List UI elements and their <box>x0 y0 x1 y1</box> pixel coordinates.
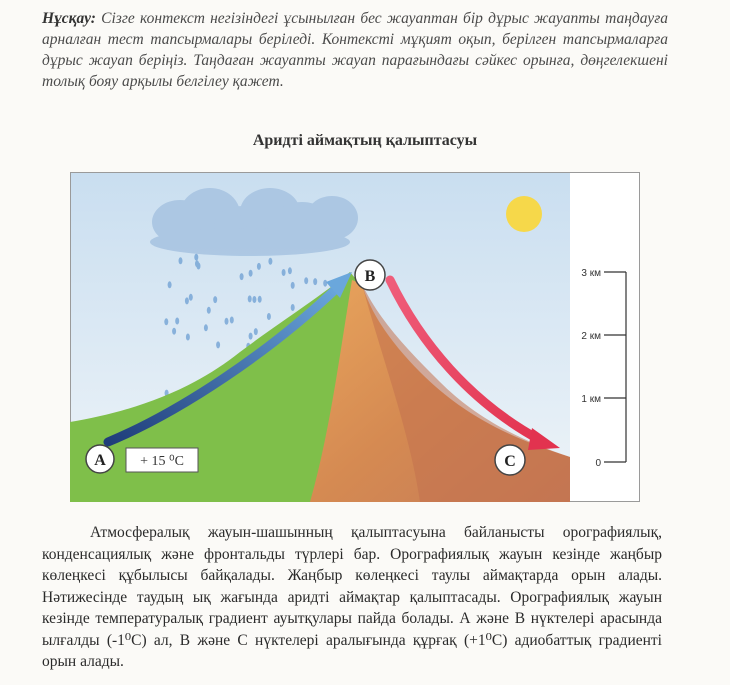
figure-title: Аридті аймақтың қалыптасуы <box>252 132 478 149</box>
scale-label-2km: 2 км <box>581 331 601 342</box>
rain-drop <box>164 318 168 325</box>
rain-drop <box>252 296 256 303</box>
rain-drop <box>194 254 198 261</box>
rain-drop <box>225 318 229 325</box>
rain-drop <box>257 263 261 270</box>
rain-drop <box>248 295 252 302</box>
rain-drop <box>172 328 176 335</box>
temperature-label: + 15 ⁰C <box>140 454 184 469</box>
sun-icon <box>506 196 542 232</box>
diagram-svg <box>70 172 640 502</box>
instruction-body: Сізге контекст негізіндегі ұсынылған бес жауаптан бір дұрыс жауапты таңдауға арналған тест тапсырмалары беріледі. Контексті мұқият оқып, берілген тапсырмаларға дұрыс жауап беріңіз. Таңдаған жауапты жауап парағындағы сәйкес орынға, дөңгелекшені толық бояу арқылы белгілеу қажет. <box>42 10 668 90</box>
rain-drop <box>207 307 211 314</box>
instruction-lead: Нұсқау: <box>42 10 96 27</box>
rain-drop <box>291 282 295 289</box>
rain-drop <box>288 267 292 274</box>
rain-drop <box>204 324 208 331</box>
point-b-label: B <box>364 268 376 285</box>
rain-drop <box>254 328 258 335</box>
rain-drop <box>168 281 172 288</box>
context-paragraph <box>42 522 662 673</box>
rain-drop <box>189 294 193 301</box>
rain-drop <box>213 296 217 303</box>
rain-drop <box>249 333 253 340</box>
rain-drop <box>268 258 272 265</box>
rain-drop <box>179 257 183 264</box>
rain-drop <box>313 278 317 285</box>
rain-drop <box>230 317 234 324</box>
point-a-label: A <box>94 452 106 469</box>
point-c-label: C <box>504 453 516 470</box>
rain-drop <box>291 304 295 311</box>
paragraph-text: Атмосфералық жауын-шашынның қалыптасуына байланысты орографиялық, конденсациялық және фронтальды түрлері бар. Орографиялық жауын кезінде жаңбыр көлеңкесі құбылысы байқалады. Жаңбыр көлеңкесі таулы аймақтарда орын алады. Нәтижесінде таудың ық жағында аридті аймақтар қалыптасады. Орографиялық жауын кезінде температуралық градиент ауытқулары пайда болады. А және В нүктелері арасында ылғалды (-1⁰С) ал, В және С нүктелері аралығында құрғақ (+1⁰С) адиобаттық градиенті орын алады. <box>42 524 662 670</box>
instruction-text <box>42 8 668 92</box>
rain-drop <box>175 318 179 325</box>
rain-drop <box>249 270 253 277</box>
rain-drop <box>304 277 308 284</box>
rain-drop <box>185 297 189 304</box>
rain-drop <box>258 296 262 303</box>
scale-label-3km: 3 км <box>581 268 601 279</box>
scale-label-1km: 1 км <box>581 394 601 405</box>
rain-drop <box>216 341 220 348</box>
rain-drop <box>186 334 190 341</box>
rain-drop <box>240 273 244 280</box>
rain-drop <box>323 280 327 287</box>
rain-drop <box>195 260 199 267</box>
arid-zone-diagram <box>70 172 640 502</box>
scale-label-0: 0 <box>595 458 601 469</box>
rain-drop <box>267 313 271 320</box>
rain-drop <box>282 269 286 276</box>
